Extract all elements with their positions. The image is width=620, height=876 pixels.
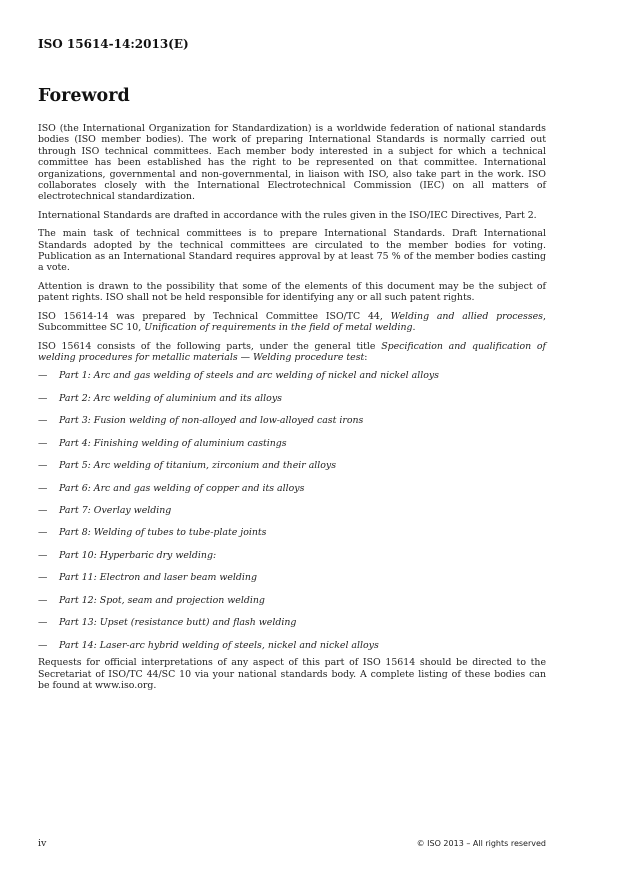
paragraph-patent-rights: Attention is drawn to the possibility that some of the elements of this document may be the subject of patent rights. ISO shall not be held responsible for identifying any or all such patent rights. [38, 280, 546, 304]
dash-bullet: — [38, 482, 48, 494]
list-item [38, 572, 546, 583]
paragraph-directives: International Standards are drafted in accordance with the rules given in the ISO/IEC Directives, Part 2. [38, 209, 537, 221]
dash-bullet: — [38, 370, 48, 382]
dash-bullet: — [38, 392, 48, 404]
dash-bullet: — [38, 460, 48, 472]
page-number: iv [38, 838, 47, 849]
part-title: Part 13: Upset (resistance butt) and flash welding [59, 617, 297, 629]
dash-bullet: — [38, 572, 48, 584]
part-title: Part 10: Hyperbaric dry welding: [59, 549, 217, 561]
list-item [38, 505, 546, 516]
committee-title: Welding and allied processes [390, 310, 543, 322]
paragraph-iso-intro: ISO (the International Organization for Standardization) is a worldwide federation of national standards bodies (ISO member bodies). The work of preparing International Standards is normally carried out through ISO technical committees. Each member body interested in a subject for which a technical committee has been established has the right to be represented on that committee. International organizations, governmental and non-governmental, in liaison with ISO, also take part in the work. ISO collaborates closely with the International Electrotechnical Commission (IEC) on all matters of electrotechnical standardization. [38, 123, 546, 203]
parts-list [38, 370, 546, 651]
list-item [38, 438, 546, 449]
dash-bullet: — [38, 549, 48, 561]
list-item [38, 527, 546, 538]
list-item [38, 415, 546, 426]
dash-bullet: — [38, 617, 48, 629]
part-title: Part 12: Spot, seam and projection welding [59, 594, 265, 606]
list-item [38, 393, 546, 404]
list-item [38, 460, 546, 471]
part-title: Part 6: Arc and gas welding of copper and its alloys [59, 482, 305, 494]
paragraph-prepared-by [38, 311, 546, 334]
part-title: Part 2: Arc welding of aluminium and its alloys [59, 392, 282, 404]
list-item [38, 550, 546, 561]
dash-bullet: — [38, 505, 48, 517]
document-header-id: ISO 15614-14:2013(E) [38, 37, 189, 51]
paragraph-parts-intro [38, 341, 546, 364]
dash-bullet: — [38, 415, 48, 427]
paragraph-interpretations: Requests for official interpretations of any aspect of this part of ISO 15614 should be directed to the Secretariat of ISO/TC 44/SC 10 via your national standards body. A complete listing of these bodies can be found at www.iso.org. [38, 657, 546, 691]
part-title: Part 4: Finishing welding of aluminium castings [59, 437, 287, 449]
dash-bullet: — [38, 639, 48, 651]
dash-bullet: — [38, 437, 48, 449]
list-item [38, 617, 546, 628]
part-title: Part 3: Fusion welding of non-alloyed and low-alloyed cast irons [59, 415, 364, 427]
general-title: Specification and qualification of welding procedures for metallic materials — Welding procedure test [38, 340, 546, 363]
part-title: Part 1: Arc and gas welding of steels and arc welding of nickel and nickel alloys [59, 370, 439, 382]
part-title: Part 5: Arc welding of titanium, zirconium and their alloys [59, 460, 337, 472]
list-item [38, 595, 546, 606]
prepared-by-subcommittee: , Subcommittee SC 10, [38, 310, 546, 334]
part-title: Part 14: Laser-arc hybrid welding of steels, nickel and nickel alloys [59, 639, 379, 651]
part-title: Part 7: Overlay welding [59, 505, 172, 517]
subcommittee-title: Unification of requirements in the field of metal welding [144, 322, 413, 334]
dash-bullet: — [38, 594, 48, 606]
list-item [38, 640, 546, 651]
prepared-by-text: ISO 15614-14 was prepared by Technical Committee ISO/TC 44, [38, 310, 391, 322]
paragraph-technical-committees: The main task of technical committees is to prepare International Standards. Draft International Standards adopted by the technical committees are circulated to the member bodies for voting. Publication as an International Standard requires approval by at least 75 % of the member bodies casting a vote. [38, 228, 546, 274]
list-item [38, 370, 546, 381]
page-title: Foreword [38, 86, 130, 106]
list-item [38, 483, 546, 494]
copyright-notice: © ISO 2013 – All rights reserved [416, 839, 546, 848]
part-title: Part 11: Electron and laser beam welding [59, 572, 257, 584]
part-title: Part 8: Welding of tubes to tube-plate joints [59, 527, 267, 539]
parts-intro-text: ISO 15614 consists of the following parts, under the general title [38, 340, 382, 352]
period: . [412, 322, 416, 334]
colon: : [364, 351, 368, 363]
foreword-body [38, 123, 546, 698]
dash-bullet: — [38, 527, 48, 539]
